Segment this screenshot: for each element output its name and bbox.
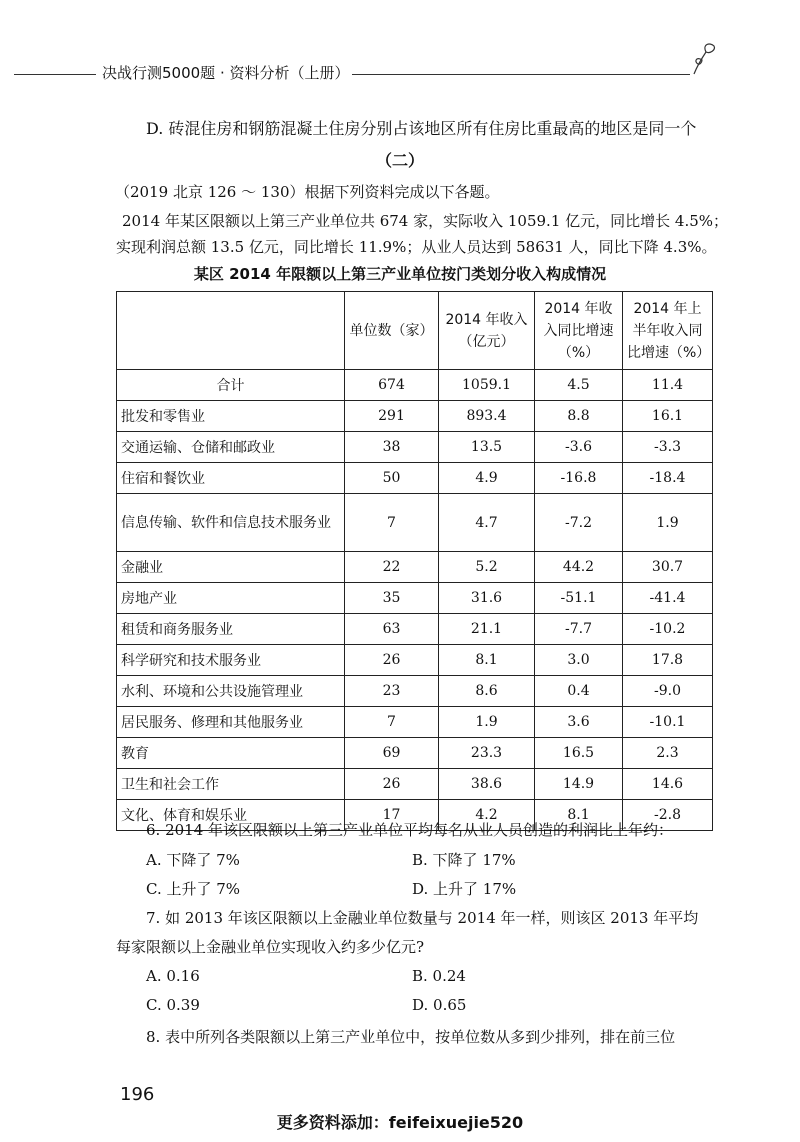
row-growth: 8.8	[535, 401, 623, 432]
table-row	[117, 432, 713, 463]
header-cell-category	[117, 292, 345, 370]
row-units: 35	[345, 583, 439, 614]
row-name: 合计	[117, 370, 345, 401]
row-h1-growth: -9.0	[623, 676, 713, 707]
question-6-option-c: C. 上升了 7%	[146, 880, 241, 898]
table-row	[117, 614, 713, 645]
row-units: 674	[345, 370, 439, 401]
row-income: 38.6	[439, 769, 535, 800]
row-growth: -51.1	[535, 583, 623, 614]
row-income: 23.3	[439, 738, 535, 769]
question-6-option-a: A. 下降了 7%	[146, 851, 240, 869]
row-growth: 44.2	[535, 552, 623, 583]
page-number: 196	[120, 1084, 155, 1105]
header-cell-growth: 2014 年收入同比增速（%）	[535, 292, 623, 370]
header-cell-units: 单位数（家）	[345, 292, 439, 370]
row-units: 23	[345, 676, 439, 707]
table-row	[117, 370, 713, 401]
intro-line-1: 2014 年某区限额以上第三产业单位共 674 家，实际收入 1059.1 亿元，同比增长 4.5%；	[122, 212, 729, 230]
row-name: 租赁和商务服务业	[117, 614, 345, 645]
question-6-option-d: D. 上升了 17%	[412, 880, 517, 898]
table-row	[117, 463, 713, 494]
question-8-stem: 8. 表中所列各类限额以上第三产业单位中，按单位数从多到少排列，排在前三位	[146, 1028, 676, 1046]
row-name: 交通运输、仓储和邮政业	[117, 432, 345, 463]
row-growth: 8.1	[535, 800, 623, 831]
table-header-row	[117, 292, 713, 370]
intro-line-2: 实现利润总额 13.5 亿元，同比增长 11.9%；从业人员达到 58631 人，同比下降 4.3%。	[116, 238, 717, 256]
row-h1-growth: -2.8	[623, 800, 713, 831]
row-units: 63	[345, 614, 439, 645]
row-growth: 3.6	[535, 707, 623, 738]
row-h1-growth: 16.1	[623, 401, 713, 432]
row-growth: 14.9	[535, 769, 623, 800]
question-7-option-d: D. 0.65	[412, 996, 467, 1014]
row-income: 4.7	[439, 494, 535, 552]
table-row	[117, 645, 713, 676]
row-h1-growth: -10.1	[623, 707, 713, 738]
section-title: （二）	[375, 151, 424, 170]
table-row	[117, 738, 713, 769]
row-units: 7	[345, 494, 439, 552]
row-name: 文化、体育和娱乐业	[117, 800, 345, 831]
row-growth: 0.4	[535, 676, 623, 707]
row-units: 291	[345, 401, 439, 432]
row-name: 信息传输、软件和信息技术服务业	[117, 494, 345, 552]
table-row	[117, 769, 713, 800]
table-row	[117, 552, 713, 583]
question-7-option-b: B. 0.24	[412, 967, 466, 985]
table-title: 某区 2014 年限额以上第三产业单位按门类划分收入构成情况	[193, 265, 607, 283]
row-h1-growth: 17.8	[623, 645, 713, 676]
question-7-option-c: C. 0.39	[146, 996, 200, 1014]
header-rule-right	[352, 74, 690, 75]
row-growth: -16.8	[535, 463, 623, 494]
row-income: 1059.1	[439, 370, 535, 401]
row-h1-growth: -18.4	[623, 463, 713, 494]
row-h1-growth: 1.9	[623, 494, 713, 552]
row-income: 31.6	[439, 583, 535, 614]
income-table	[116, 291, 713, 831]
row-income: 8.6	[439, 676, 535, 707]
footer-contact: 更多资料添加：feifeixuejie520	[276, 1113, 524, 1132]
row-growth: -3.6	[535, 432, 623, 463]
row-units: 26	[345, 645, 439, 676]
row-growth: 4.5	[535, 370, 623, 401]
row-h1-growth: 2.3	[623, 738, 713, 769]
row-growth: 3.0	[535, 645, 623, 676]
row-h1-growth: -3.3	[623, 432, 713, 463]
row-name: 教育	[117, 738, 345, 769]
header-cell-h1-growth: 2014 年上半年收入同比增速（%）	[623, 292, 713, 370]
row-income: 13.5	[439, 432, 535, 463]
row-income: 893.4	[439, 401, 535, 432]
table-row	[117, 676, 713, 707]
table-row	[117, 494, 713, 552]
row-growth: 16.5	[535, 738, 623, 769]
row-units: 69	[345, 738, 439, 769]
row-units: 50	[345, 463, 439, 494]
question-7-option-a: A. 0.16	[146, 967, 200, 985]
row-name: 金融业	[117, 552, 345, 583]
table-row	[117, 707, 713, 738]
question-7-stem-line-2: 每家限额以上金融业单位实现收入约多少亿元?	[116, 938, 425, 956]
row-income: 5.2	[439, 552, 535, 583]
table-row	[117, 583, 713, 614]
row-h1-growth: 11.4	[623, 370, 713, 401]
row-income: 1.9	[439, 707, 535, 738]
question-6-stem: 6. 2014 年该区限额以上第三产业单位平均每名从业人员创造的利润比上年约：	[146, 821, 674, 839]
row-income: 4.2	[439, 800, 535, 831]
row-units: 17	[345, 800, 439, 831]
row-growth: -7.7	[535, 614, 623, 645]
header-rule-left	[14, 74, 96, 75]
row-name: 居民服务、修理和其他服务业	[117, 707, 345, 738]
row-name: 住宿和餐饮业	[117, 463, 345, 494]
row-h1-growth: -10.2	[623, 614, 713, 645]
row-income: 21.1	[439, 614, 535, 645]
row-name: 水利、环境和公共设施管理业	[117, 676, 345, 707]
row-h1-growth: -41.4	[623, 583, 713, 614]
row-units: 26	[345, 769, 439, 800]
row-name: 房地产业	[117, 583, 345, 614]
table-row	[117, 401, 713, 432]
row-growth: -7.2	[535, 494, 623, 552]
row-income: 4.9	[439, 463, 535, 494]
row-name: 卫生和社会工作	[117, 769, 345, 800]
row-h1-growth: 14.6	[623, 769, 713, 800]
row-name: 批发和零售业	[117, 401, 345, 432]
previous-option-d: D. 砖混住房和钢筋混凝土住房分别占该地区所有住房比重最高的地区是同一个	[146, 119, 697, 138]
header-title: 决战行测5000题 · 资料分析（上册）	[102, 64, 350, 82]
row-units: 22	[345, 552, 439, 583]
row-income: 8.1	[439, 645, 535, 676]
row-h1-growth: 30.7	[623, 552, 713, 583]
row-units: 7	[345, 707, 439, 738]
row-units: 38	[345, 432, 439, 463]
source-line: （2019 北京 126 ～ 130）根据下列资料完成以下各题。	[115, 183, 500, 201]
question-6-option-b: B. 下降了 17%	[412, 851, 516, 869]
header-cell-income: 2014 年收入（亿元）	[439, 292, 535, 370]
sprout-icon	[688, 40, 722, 80]
row-name: 科学研究和技术服务业	[117, 645, 345, 676]
question-7-stem-line-1: 7. 如 2013 年该区限额以上金融业单位数量与 2014 年一样，则该区 2013 年平均	[146, 909, 699, 927]
